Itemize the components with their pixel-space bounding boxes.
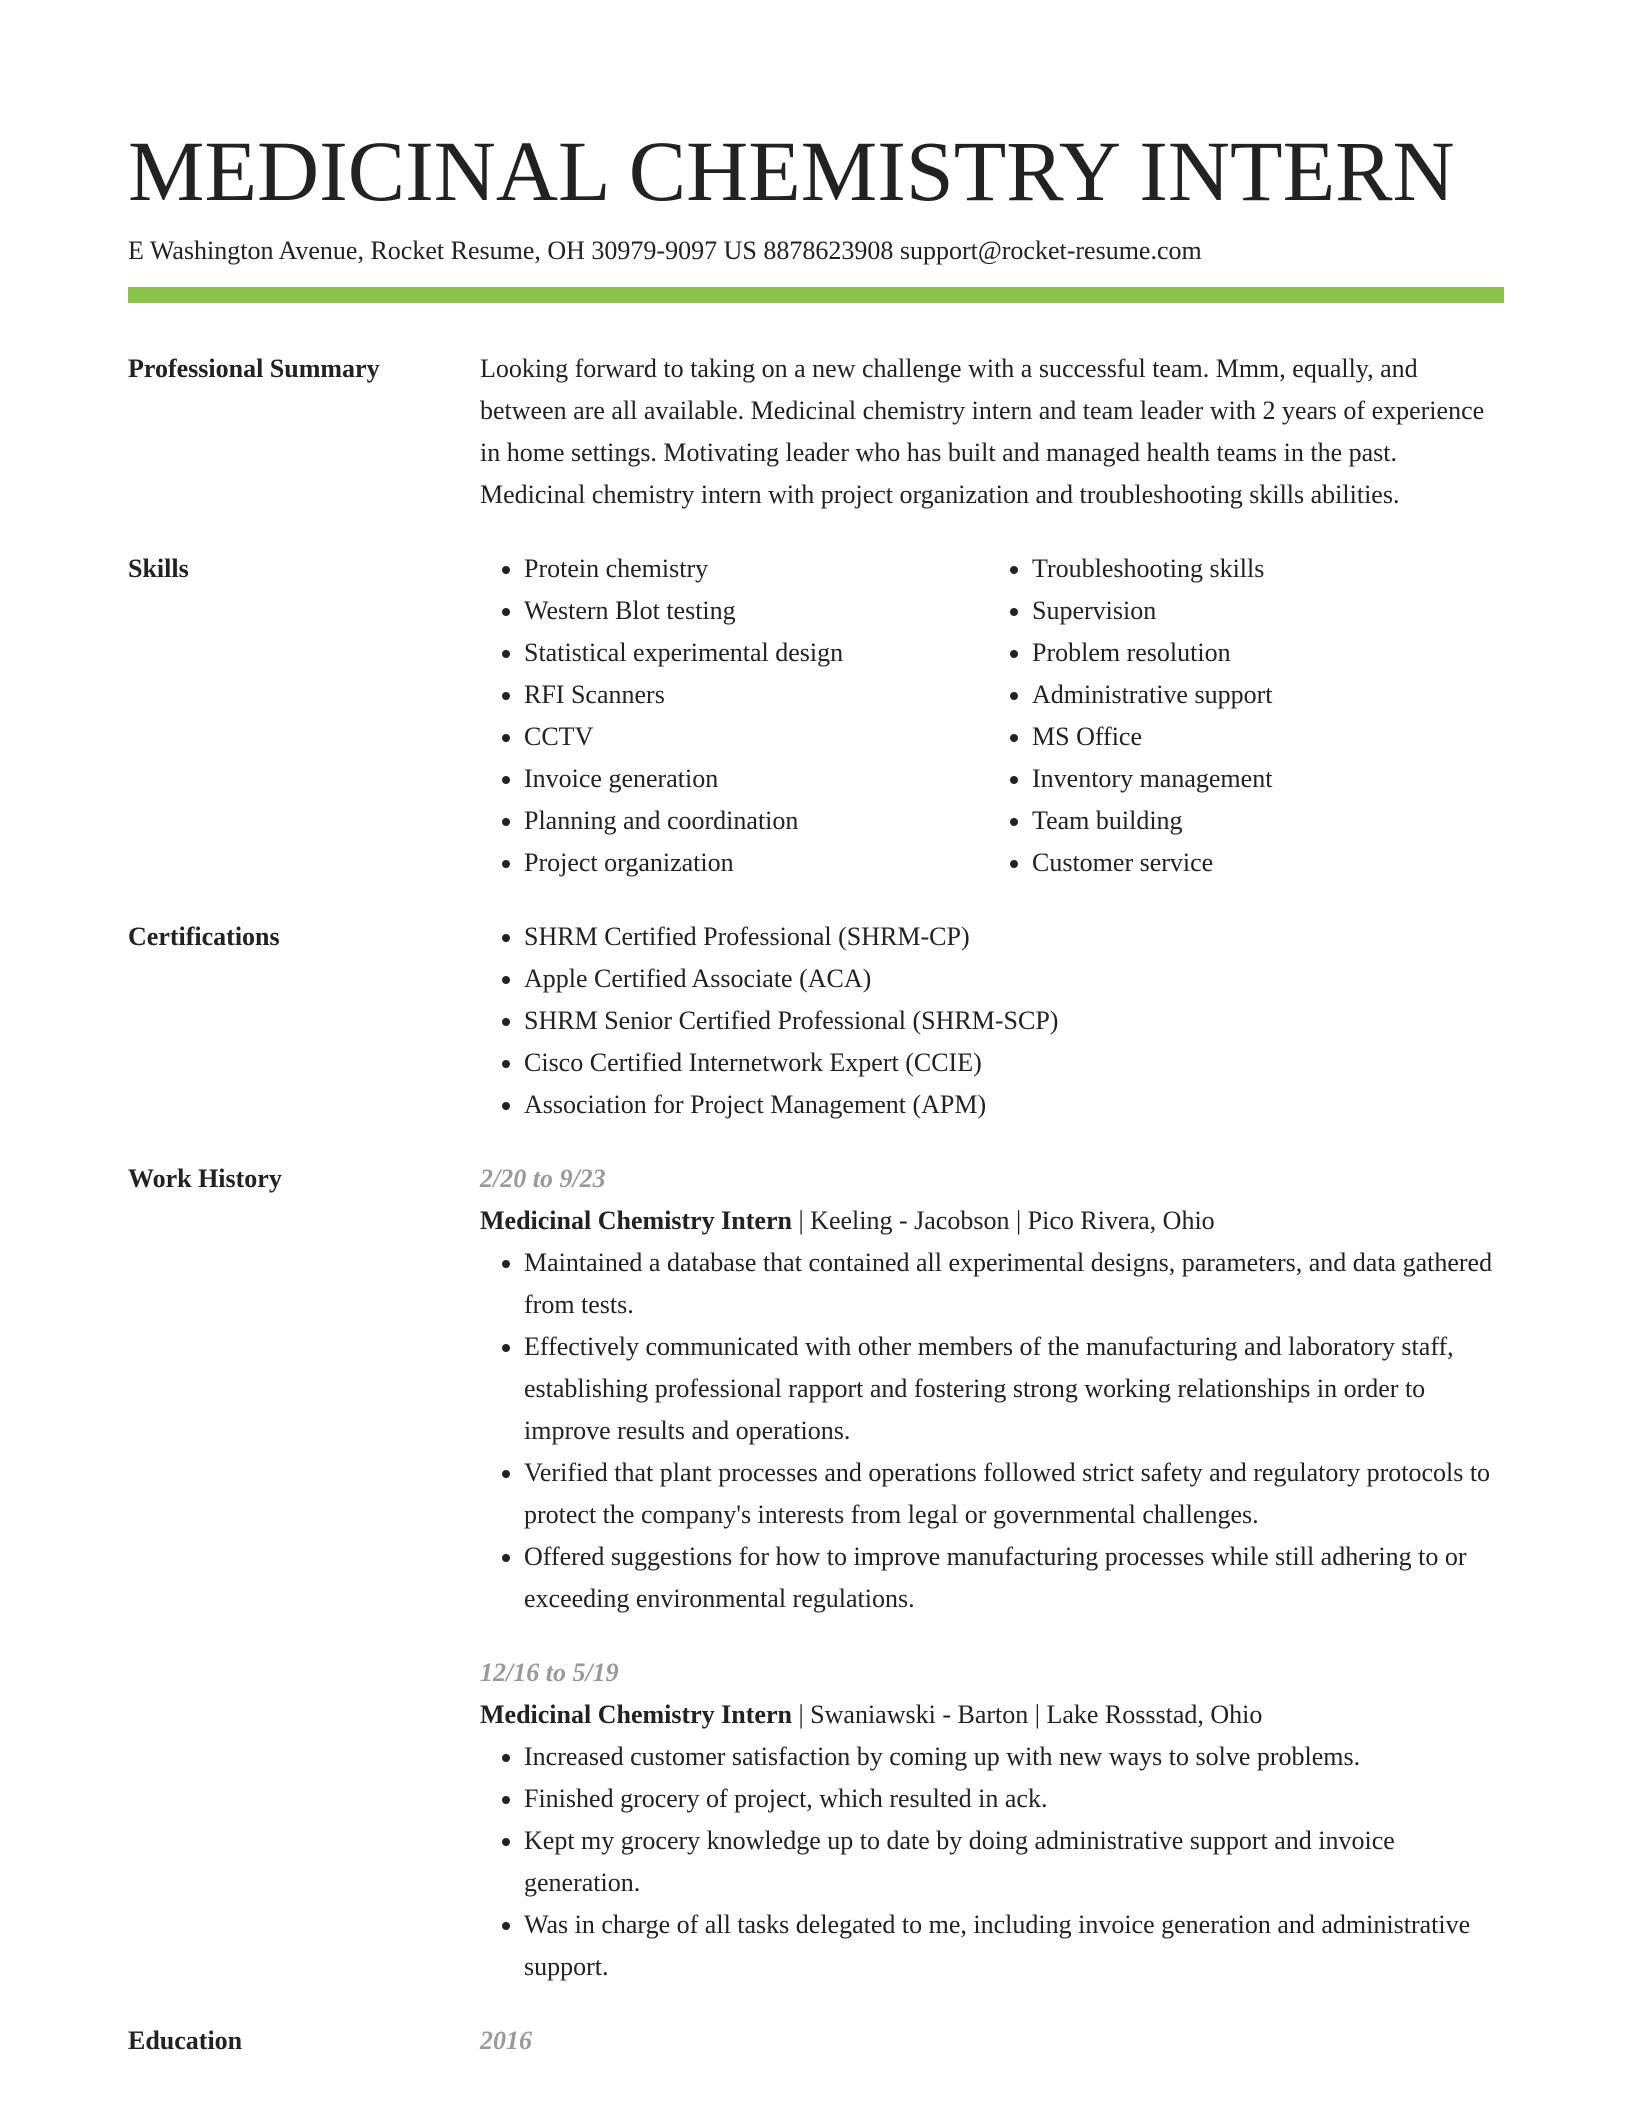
certification-item: • Apple Certified Associate (ACA): [524, 958, 1504, 1000]
job-date: 12/16 to 5/19: [480, 1658, 619, 1687]
skill-item: • Project organization: [524, 842, 984, 884]
skill-item: • Team building: [1032, 800, 1508, 842]
certification-item: • Cisco Certified Internetwork Expert (CCIE): [524, 1042, 1504, 1084]
job-title: Medicinal Chemistry Intern: [480, 1700, 792, 1729]
job-bullet: • Effectively communicated with other members of the manufacturing and laboratory staff, establishing professional rapport and fostering strong working relationships in order to improve results and operations.: [524, 1326, 1504, 1452]
skills-body: [480, 548, 1504, 884]
job-entry: [480, 1652, 1504, 1988]
skill-item: • Problem resolution: [1032, 632, 1508, 674]
summary-section: [128, 348, 1504, 516]
job-header: [480, 1694, 1504, 1736]
job-entry: [480, 1158, 1504, 1620]
resume-page: [128, 0, 1504, 2062]
job-bullet: • Finished grocery of project, which resulted in ack.: [524, 1778, 1504, 1820]
certifications-body: [480, 916, 1504, 1126]
skills-list-right: [984, 548, 1508, 884]
certifications-section: [128, 916, 1504, 1126]
skill-item: • Planning and coordination: [524, 800, 984, 842]
education-date: 2016: [480, 2026, 532, 2055]
work-history-body: [480, 1158, 1504, 1988]
summary-heading: Professional Summary: [128, 354, 380, 383]
resume-title: MEDICINAL CHEMISTRY INTERN: [128, 123, 1455, 219]
job-bullet: • Maintained a database that contained all experimental designs, parameters, and data gathered from tests.: [524, 1242, 1504, 1326]
job-date: 2/20 to 9/23: [480, 1164, 606, 1193]
skill-item: • Statistical experimental design: [524, 632, 984, 674]
job-title: Medicinal Chemistry Intern: [480, 1206, 792, 1235]
certification-item: • SHRM Senior Certified Professional (SHRM-SCP): [524, 1000, 1504, 1042]
skill-item: • Customer service: [1032, 842, 1508, 884]
skill-item: • Western Blot testing: [524, 590, 984, 632]
skill-item: • Inventory management: [1032, 758, 1508, 800]
job-bullet: • Offered suggestions for how to improve manufacturing processes while still adhering to or exceeding environmental regulations.: [524, 1536, 1504, 1620]
skill-item: • MS Office: [1032, 716, 1508, 758]
job-bullet: • Was in charge of all tasks delegated to me, including invoice generation and administrative support.: [524, 1904, 1504, 1988]
accent-divider: [128, 287, 1504, 303]
job-bullet: • Kept my grocery knowledge up to date by doing administrative support and invoice generation.: [524, 1820, 1504, 1904]
job-bullet: • Increased customer satisfaction by coming up with new ways to solve problems.: [524, 1736, 1504, 1778]
summary-text: Looking forward to taking on a new challenge with a successful team. Mmm, equally, and between are all available. Medicinal chemistry intern and team leader with 2 years of experience in home settings. Motivating leader who has built and managed health teams in the past. Medicinal chemistry intern with project organization and troubleshooting skills abilities.: [480, 354, 1485, 509]
skill-item: • Supervision: [1032, 590, 1508, 632]
job-bullets: [480, 1242, 1504, 1620]
certification-item: • SHRM Certified Professional (SHRM-CP): [524, 916, 1504, 958]
job-details: | Swaniawski - Barton | Lake Rossstad, Ohio: [791, 1700, 1263, 1729]
skills-list-left: [480, 548, 984, 884]
education-body: [480, 2020, 1504, 2062]
work-history-section: [128, 1158, 1504, 1988]
skill-item: • Invoice generation: [524, 758, 984, 800]
skills-columns: [480, 548, 1504, 884]
certifications-list: [480, 916, 1504, 1126]
skill-item: • Protein chemistry: [524, 548, 984, 590]
contact-line: E Washington Avenue, Rocket Resume, OH 30979-9097 US 8878623908 support@rocket-resume.com: [128, 236, 1202, 265]
certification-item: • Association for Project Management (APM): [524, 1084, 1504, 1126]
skill-item: • RFI Scanners: [524, 674, 984, 716]
skills-heading: Skills: [128, 554, 189, 583]
certifications-heading: Certifications: [128, 922, 280, 951]
job-header: [480, 1200, 1504, 1242]
job-bullet: • Verified that plant processes and operations followed strict safety and regulatory protocols to protect the company's interests from legal or governmental challenges.: [524, 1452, 1504, 1536]
job-bullets: [480, 1736, 1504, 1988]
job-details: | Keeling - Jacobson | Pico Rivera, Ohio: [791, 1206, 1215, 1235]
skill-item: • Administrative support: [1032, 674, 1508, 716]
education-section: [128, 2020, 1504, 2062]
skill-item: • CCTV: [524, 716, 984, 758]
skills-section: [128, 548, 1504, 884]
work-history-heading: Work History: [128, 1164, 282, 1193]
education-heading: Education: [128, 2026, 243, 2055]
skill-item: • Troubleshooting skills: [1032, 548, 1508, 590]
